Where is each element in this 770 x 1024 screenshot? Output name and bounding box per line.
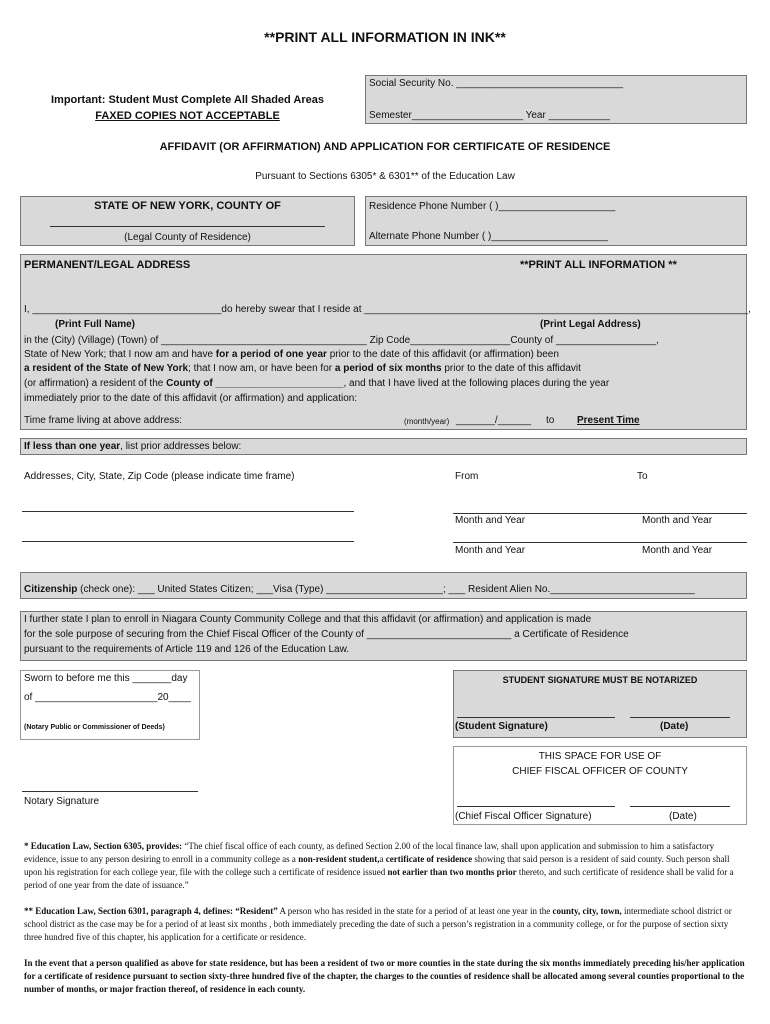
print-full-name-label: (Print Full Name) (55, 319, 136, 330)
student-signature-line[interactable] (457, 717, 615, 718)
enroll-line-1: I further state I plan to enroll in Niagara County Community College and that this affidavit (or affirmation) and application is made (24, 614, 592, 625)
student-date-label: (Date) (660, 721, 689, 732)
student-date-line[interactable] (630, 717, 730, 718)
affidavit-line-5[interactable]: (or affirmation) a resident of the County of _______________________, and that I have lived at the following places during the year (24, 378, 610, 389)
pursuant-text: Pursuant to Sections 6305* & 6301** of the Education Law (255, 171, 515, 182)
full-name-line[interactable] (24, 304, 751, 315)
print-legal-address-label: (Print Legal Address) (540, 319, 641, 330)
affidavit-line-6: immediately prior to the date of this affidavit (or affirmation) and application: (24, 393, 358, 404)
to-month-year-1: Month and Year (642, 515, 713, 526)
cfo-date-line[interactable] (630, 806, 730, 807)
to-label: to (546, 415, 555, 426)
to-month-year-2: Month and Year (642, 545, 713, 556)
to-column: To (637, 471, 648, 482)
ssn-field[interactable]: Social Security No. ______________________________ (369, 78, 624, 89)
footnote-allocation: In the event that a person qualified as above for state residence, but has been a resident of two or more counties in the state during the six months immediately preceding his/her application for a certificate of residence pursuant to section sixty-three hundred five of the chapter, the charges to the counties of residence shall be allocated among several counties proportional to the number of months, or major fraction thereof, of residence in each county. (24, 958, 745, 994)
notary-signature-line[interactable] (22, 791, 198, 792)
legal-county-label: (Legal County of Residence) (124, 232, 251, 243)
affidavit-line-4: a resident of the State of New York; that I now am, or have been for a period of six months prior to the date of this affidavit (24, 363, 581, 374)
cfo-signature-line[interactable] (457, 806, 615, 807)
affidavit-line-3: State of New York; that I now am and have for a period of one year prior to the date of this affidavit (or affirmation) been (24, 349, 559, 360)
prior-address-line-1[interactable] (22, 511, 354, 512)
prior-address-column: Addresses, City, State, Zip Code (please indicate time frame) (24, 471, 295, 482)
county-line[interactable] (50, 226, 325, 227)
sworn-year-field[interactable]: of ______________________20____ (24, 692, 191, 703)
citizenship-line[interactable]: Citizenship (check one): ___ United States Citizen; ___Visa (Type) _____________________; ___ Resident Alien No.__________________________ (24, 584, 695, 595)
notary-signature-label: Notary Signature (24, 796, 100, 807)
from-month-year-1: Month and Year (455, 515, 526, 526)
residence-phone-field[interactable]: Residence Phone Number ( )_____________________ (369, 201, 616, 212)
permanent-address-heading: PERMANENT/LEGAL ADDRESS (24, 259, 191, 271)
present-time-label: Present Time (577, 415, 640, 426)
prior-date-line-1[interactable] (453, 513, 747, 514)
from-column: From (455, 471, 479, 482)
prior-address-label: If less than one year, list prior addresses below: (24, 441, 242, 452)
time-frame-field[interactable]: _______/______ (456, 415, 532, 426)
legal-address-blank: _____________________________________________________________________, (364, 304, 751, 315)
state-county-label: STATE OF NEW YORK, COUNTY OF (94, 200, 281, 212)
semester-field[interactable]: Semester____________________ Year ___________ (369, 110, 610, 121)
from-month-year-2: Month and Year (455, 545, 526, 556)
print-all-note: **PRINT ALL INFORMATION ** (520, 259, 677, 271)
prior-address-line-2[interactable] (22, 541, 354, 542)
notary-public-label: (Notary Public or Commissioner of Deeds) (24, 724, 165, 731)
affidavit-title: AFFIDAVIT (OR AFFIRMATION) AND APPLICATION FOR CERTIFICATE OF RESIDENCE (159, 141, 611, 153)
enroll-line-3: pursuant to the requirements of Article 119 and 126 of the Education Law. (24, 644, 350, 655)
notarized-note: STUDENT SIGNATURE MUST BE NOTARIZED (502, 675, 698, 685)
prior-date-line-2[interactable] (453, 542, 747, 543)
alternate-phone-field[interactable]: Alternate Phone Number ( )_____________________ (369, 231, 609, 242)
city-zip-county-line[interactable]: in the (City) (Village) (Town) of _____________________________________ Zip Code__________________County of __________________, (24, 335, 659, 346)
sworn-day-field[interactable]: Sworn to before me this _______day (24, 673, 188, 684)
footnote-6305: * Education Law, Section 6305, provides: “The chief fiscal office of each county, as defined Section 2.00 of the local finance law, shall upon application and submission to him a satisfactory evidence, issue to any person desiring to enroll in a community college as a non-resident student,a certificate of residence showing that said person is a resident of said county. Such person shall upon his registration for each college year, file with the college such a certificate of residence issued not earlier than two months prior thereto, and such certificate of residence shall be valid for a period of one year from the date of issuance.” (24, 841, 734, 890)
student-signature-label: (Student Signature) (455, 721, 548, 732)
cfo-signature-label: (Chief Fiscal Officer Signature) (455, 811, 592, 822)
important-notice: Important: Student Must Complete All Shaded Areas (51, 94, 324, 106)
full-name-text: I, __________________________________do hereby swear that I reside at (24, 304, 365, 315)
month-year-hint: (month/year) (404, 417, 450, 426)
page-title: **PRINT ALL INFORMATION IN INK** (264, 29, 506, 45)
footnote-6301: ** Education Law, Section 6301, paragraph 4, defines: “Resident” A person who has resided in the state for a period of at least one year in the county, city, town, intermediate school district or school district as the case may be for a period of at least six months , both immediately preceding the date of such a person’s registration in a community college, or for the purpose of section sixty three hundred five of this chapter, his application for a certificate or residence. (24, 906, 732, 942)
cfo-line-1: THIS SPACE FOR USE OF (538, 751, 662, 762)
cfo-line-2: CHIEF FISCAL OFFICER OF COUNTY (512, 766, 688, 777)
enroll-line-2[interactable]: for the sole purpose of securing from the Chief Fiscal Officer of the County of __________________________ a Certificate of Residence (24, 629, 629, 640)
time-frame-label: Time frame living at above address: (24, 415, 183, 426)
cfo-date-label: (Date) (669, 811, 697, 822)
faxed-notice: FAXED COPIES NOT ACCEPTABLE (95, 110, 280, 122)
